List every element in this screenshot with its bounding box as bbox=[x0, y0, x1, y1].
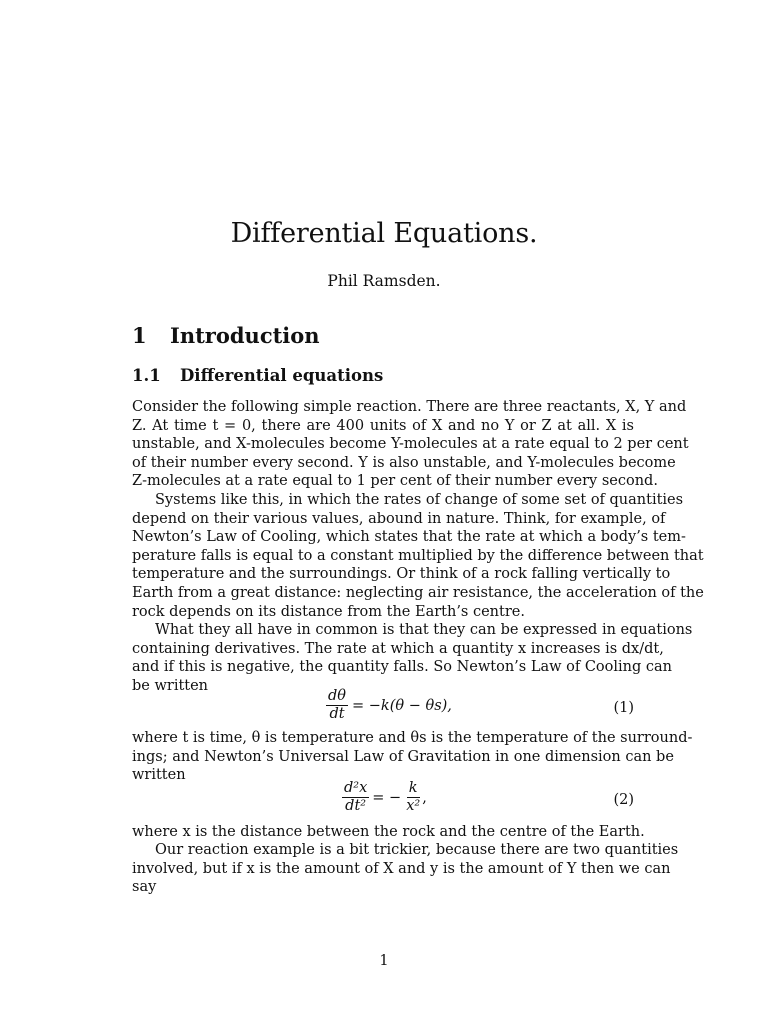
paragraph-6 bbox=[132, 841, 679, 897]
text-line: where t is time, θ is temperature and θs is the temperature of the surround- bbox=[132, 730, 693, 746]
text-line: involved, but if x is the amount of X and y is the amount of Y then we can bbox=[132, 860, 671, 877]
equation-2-rhs-denominator: x² bbox=[406, 798, 421, 814]
equation-1-body bbox=[326, 688, 452, 723]
equation-2-rhs-numerator: k bbox=[408, 780, 418, 796]
equation-2-lhs-fraction bbox=[342, 780, 369, 815]
section-title: Introduction bbox=[170, 323, 320, 348]
text-line: containing derivatives. The rate at which a quantity x increases is dx/dt, bbox=[132, 640, 664, 657]
section-number: 1 bbox=[132, 323, 147, 348]
text-line: be written bbox=[132, 677, 209, 694]
paragraph-3 bbox=[132, 621, 693, 695]
text-line: What they all have in common is that they can be expressed in equations bbox=[155, 622, 693, 638]
equation-2 bbox=[132, 780, 634, 822]
text-line: depend on their various values, abound in nature. Think, for example, of bbox=[132, 510, 666, 527]
equation-1 bbox=[132, 688, 634, 730]
text-line: Earth from a great distance: neglecting air resistance, the acceleration of the bbox=[132, 584, 704, 601]
text-line: perature falls is equal to a constant multiplied by the difference between that bbox=[132, 547, 704, 564]
document-author: Phil Ramsden. bbox=[327, 272, 441, 290]
subsection-title: Differential equations bbox=[180, 366, 384, 385]
text-line: Systems like this, in which the rates of change of some set of quantities bbox=[155, 492, 684, 508]
page-number: 1 bbox=[379, 953, 389, 969]
text-line: unstable, and X-molecules become Y-molecules at a rate equal to 2 per cent bbox=[132, 436, 689, 453]
equation-2-equals: = − bbox=[372, 789, 402, 806]
equation-2-numerator: d²x bbox=[344, 780, 368, 796]
text-line: rock depends on its distance from the Earth’s centre. bbox=[132, 603, 525, 620]
text-line: of their number every second. Y is also unstable, and Y-molecules become bbox=[132, 454, 676, 471]
text-line: ings; and Newton’s Universal Law of Gravitation in one dimension can be bbox=[132, 748, 674, 765]
equation-2-comma: , bbox=[422, 789, 427, 806]
document-title: Differential Equations. bbox=[230, 218, 538, 249]
paragraph-2 bbox=[132, 491, 704, 621]
section-heading bbox=[132, 323, 320, 348]
text-line: written bbox=[132, 767, 186, 784]
paragraph-1 bbox=[132, 398, 689, 491]
text-line: Z-molecules at a rate equal to 1 per cent of their number every second. bbox=[132, 473, 658, 490]
text-line: Our reaction example is a bit trickier, because there are two quantities bbox=[155, 842, 679, 858]
equation-1-fraction bbox=[326, 688, 348, 723]
text-line: Newton’s Law of Cooling, which states that the rate at which a body’s tem- bbox=[132, 529, 686, 546]
subsection-number: 1.1 bbox=[132, 366, 161, 385]
subsection-heading bbox=[132, 366, 383, 385]
text-line: temperature and the surroundings. Or think of a rock falling vertically to bbox=[132, 566, 671, 583]
equation-2-denominator: dt² bbox=[345, 798, 367, 814]
text-line: Z. At time t = 0, there are 400 units of X and no Y or Z at all. X is bbox=[132, 417, 634, 434]
equation-1-numerator: dθ bbox=[328, 688, 347, 704]
equation-1-number: (1) bbox=[613, 700, 634, 716]
equation-1-denominator: dt bbox=[329, 706, 345, 722]
equation-1-rhs: = −k(θ − θs), bbox=[352, 697, 452, 714]
text-line: say bbox=[132, 879, 157, 896]
equation-2-rhs-fraction bbox=[404, 780, 422, 815]
text-line: and if this is negative, the quantity falls. So Newton’s Law of Cooling can bbox=[132, 659, 672, 676]
equation-2-number: (2) bbox=[613, 792, 634, 808]
text-line: where x is the distance between the rock and the centre of the Earth. bbox=[132, 824, 645, 840]
paragraph-5 bbox=[132, 823, 645, 842]
paragraph-4 bbox=[132, 729, 693, 785]
text-line: Consider the following simple reaction. There are three reactants, X, Y and bbox=[132, 399, 687, 415]
equation-2-body bbox=[342, 780, 427, 815]
